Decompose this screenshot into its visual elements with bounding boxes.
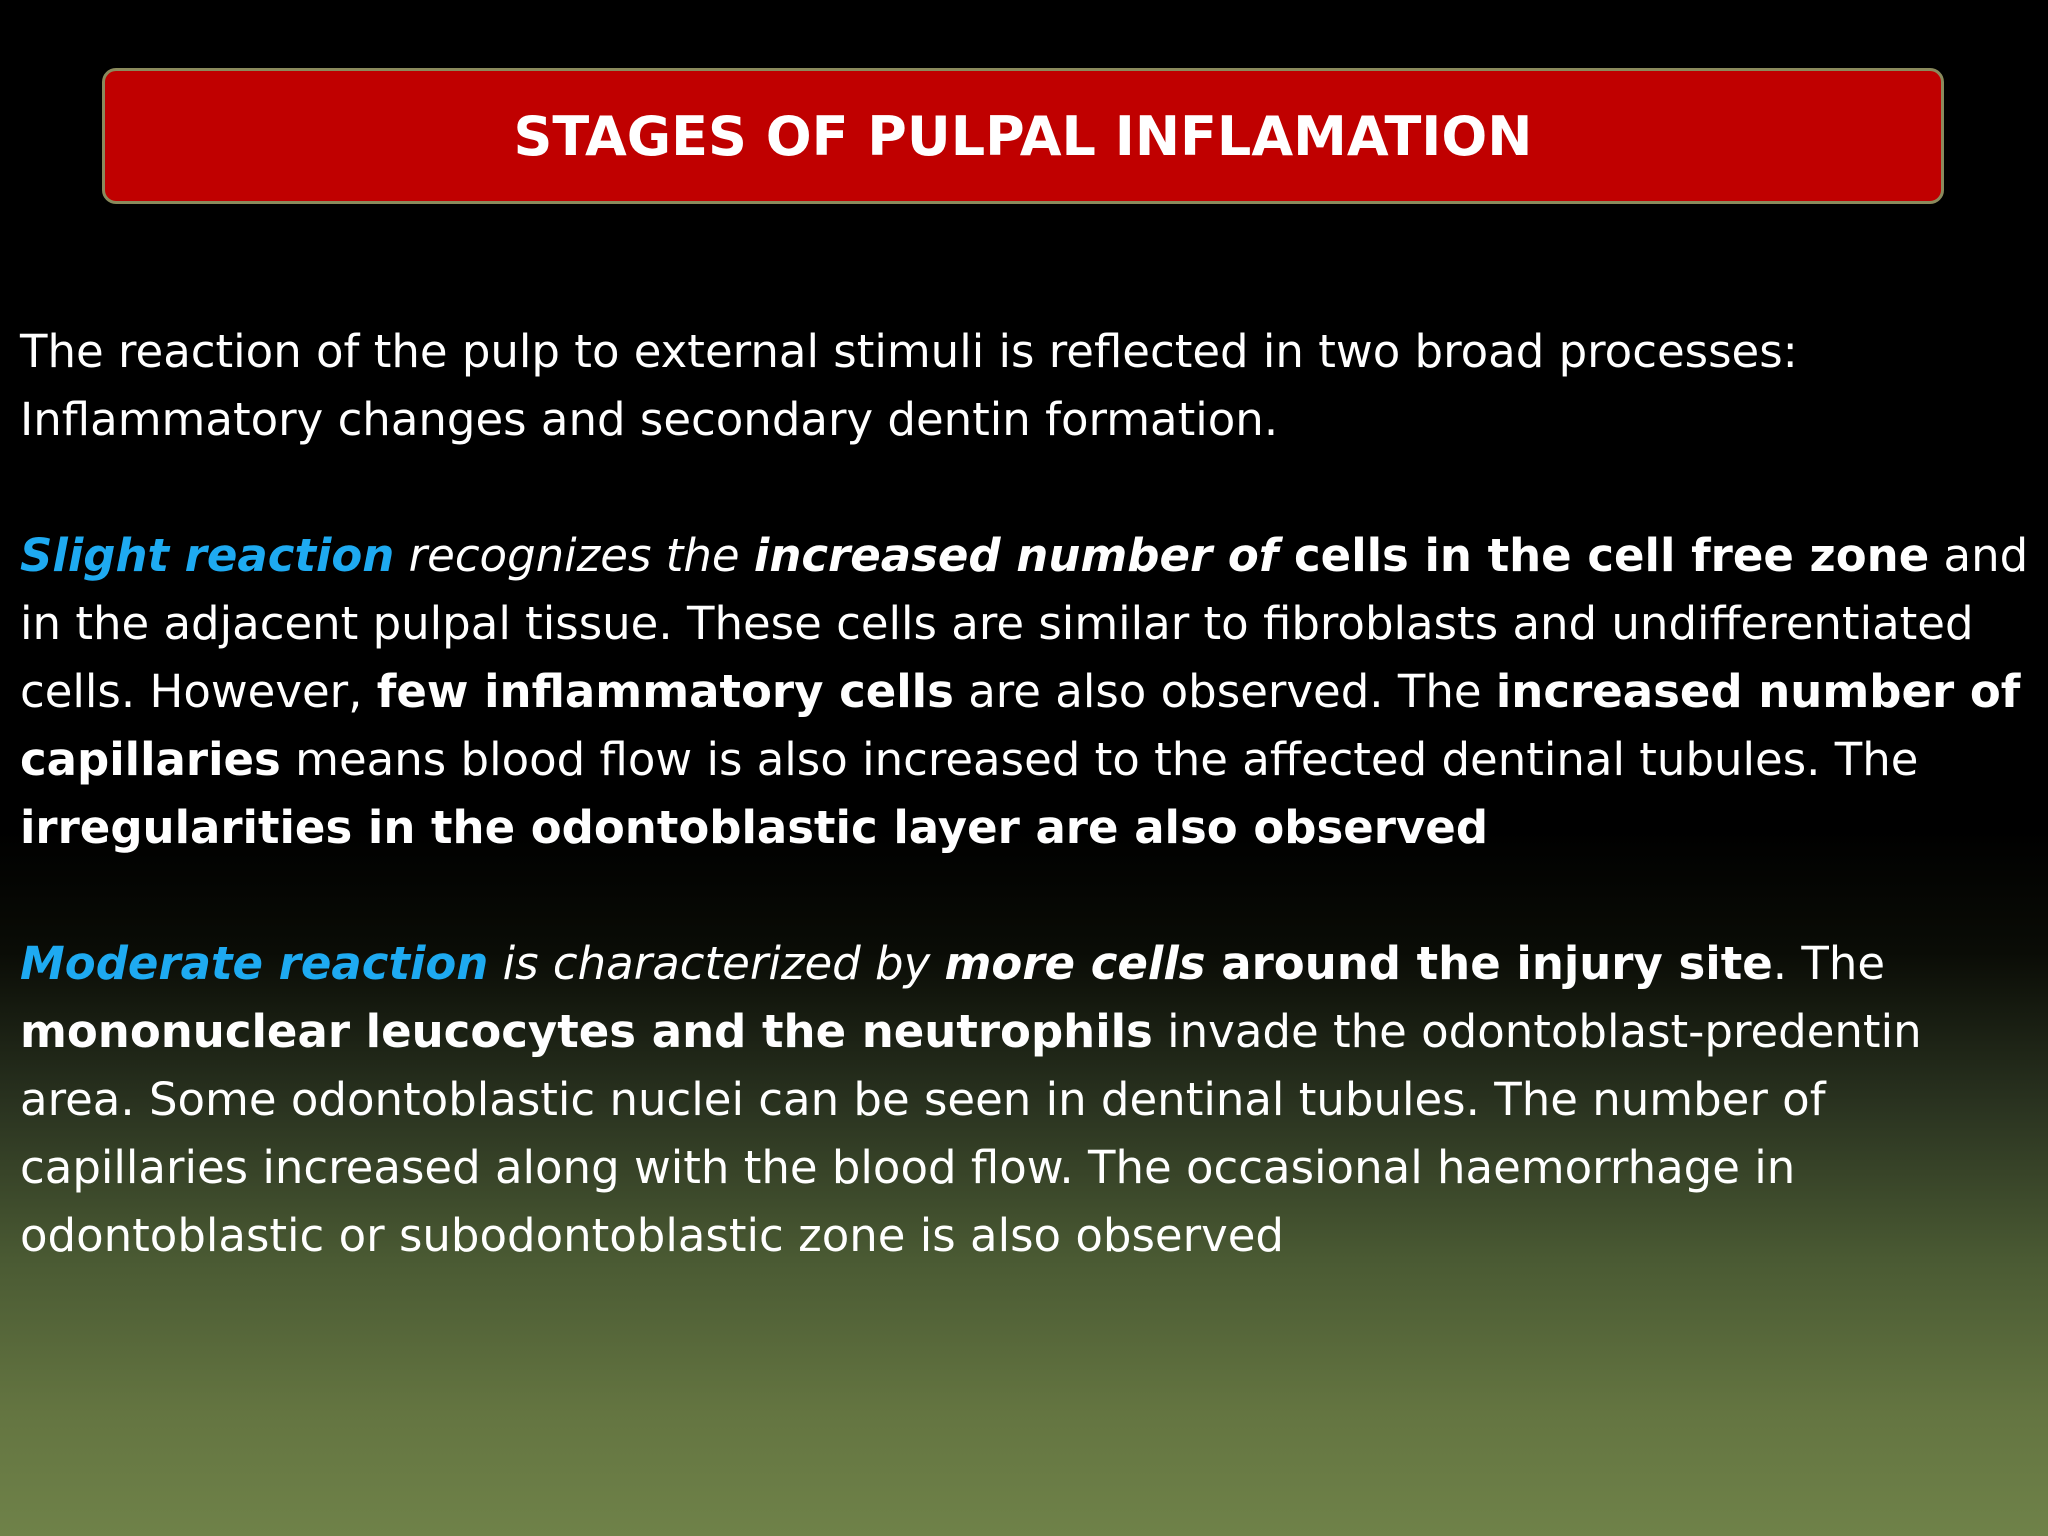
slight-text-7: increased number of capillaries — [20, 665, 2021, 786]
moderate-text-4: . The — [1772, 937, 1886, 990]
moderate-text-6: invade the odontoblast-predentin area. Some odontoblastic nuclei can be seen in dentinal tubules. The number of capillaries increased along with the blood flow. The occasional haemorrhage in odontoblastic or subodontoblastic zone is also observed — [20, 1005, 1922, 1262]
moderate-text-5: mononuclear leucocytes and the neutrophils — [20, 1005, 1153, 1058]
moderate-reaction-term: Moderate reaction — [20, 937, 489, 990]
slight-text-5: few inflammatory cells — [376, 665, 954, 718]
slight-text-9: irregularities in the odontoblastic layer are also observed — [20, 801, 1489, 854]
slight-text-4: and in the adjacent pulpal tissue. These cells are similar to fibroblasts and undifferentiated cells. However, — [20, 529, 2029, 718]
slight-text-8: means blood flow is also increased to the affected dentinal tubules. The — [280, 733, 1919, 786]
slight-reaction-paragraph — [20, 522, 2030, 862]
moderate-text-2: more cells — [944, 937, 1206, 990]
slight-reaction-term: Slight reaction — [20, 529, 395, 582]
slight-text-6: are also observed. The — [953, 665, 1496, 718]
slight-text-3: cells in the cell free zone — [1278, 529, 1930, 582]
slight-text-2: increased number of — [753, 529, 1279, 582]
title-banner — [102, 68, 1944, 204]
slight-text-1: recognizes the — [394, 529, 754, 582]
intro-line-1: The reaction of the pulp to external stimuli is reflected in two broad processes: — [20, 325, 1798, 378]
moderate-reaction-paragraph — [20, 930, 2030, 1270]
moderate-text-3: around the injury site — [1205, 937, 1773, 990]
slide-title: STAGES OF PULPAL INFLAMATION — [513, 104, 1533, 168]
slide-body — [20, 318, 2030, 1338]
intro-line-2: Inflammatory changes and secondary dentin formation. — [20, 393, 1279, 446]
intro-paragraph — [20, 318, 2030, 454]
moderate-text-1: is characterized by — [488, 937, 945, 990]
